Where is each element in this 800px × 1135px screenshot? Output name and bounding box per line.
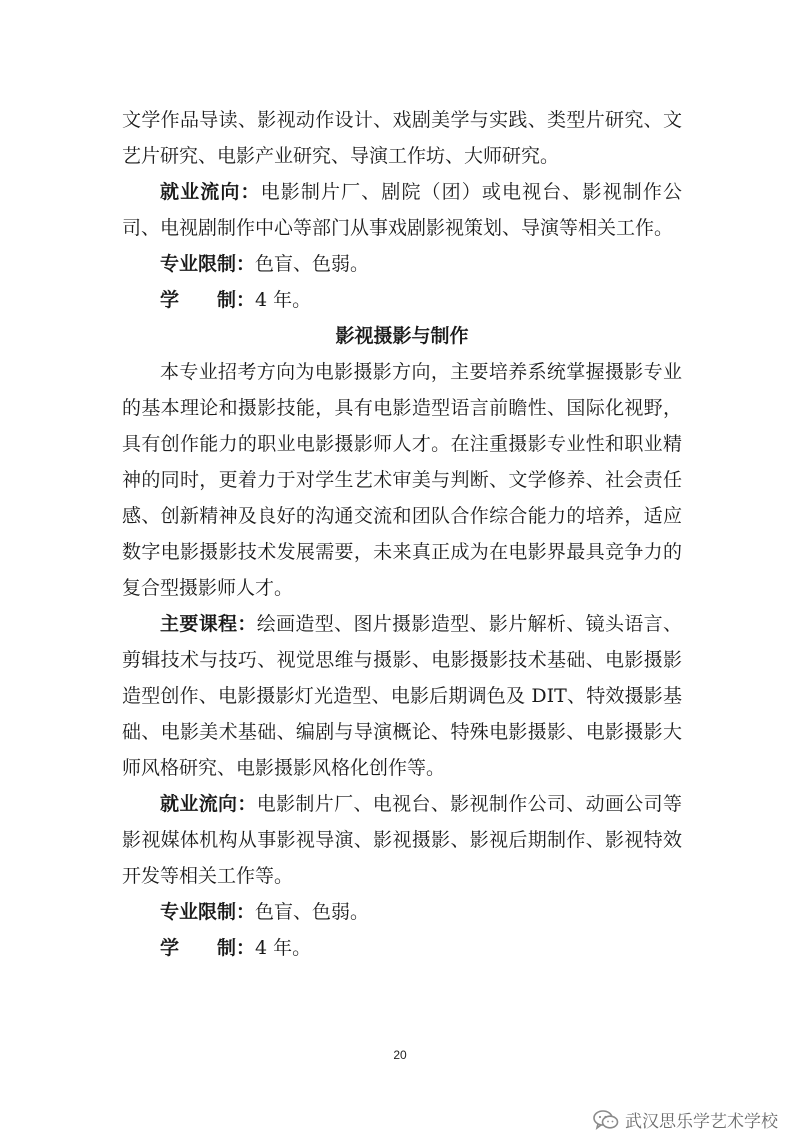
watermark-text: 武汉思乐学艺术学校 bbox=[625, 1112, 778, 1132]
watermark bbox=[593, 1107, 778, 1132]
employment-text: 电影制片厂、剧院（团）或电视台、影视制作公司、电视剧制作中心等部门从事戏剧影视策划、导演等相关工作。 bbox=[122, 181, 682, 239]
document-body bbox=[122, 102, 682, 966]
restriction-text: 色盲、色弱。 bbox=[255, 901, 370, 923]
intro-text: 文学作品导读、影视动作设计、戏剧美学与实践、类型片研究、文艺片研究、电影产业研究、导演工作坊、大师研究。 bbox=[122, 109, 682, 167]
duration-label bbox=[160, 289, 255, 311]
courses-label: 主要课程： bbox=[160, 613, 257, 635]
restriction-label: 专业限制： bbox=[160, 253, 256, 275]
duration-label-part-b: 制： bbox=[217, 289, 256, 311]
major2-duration bbox=[122, 930, 682, 966]
duration-text: 4 年。 bbox=[255, 289, 312, 311]
employment-label: 就业流向： bbox=[160, 181, 261, 203]
major2-title: 影视摄影与制作 bbox=[335, 325, 469, 347]
duration-label-part-a: 学 bbox=[160, 937, 218, 959]
major1-employment bbox=[122, 174, 682, 246]
major1-restriction bbox=[122, 246, 682, 282]
page-number: 20 bbox=[393, 1048, 407, 1062]
major2-employment bbox=[122, 786, 682, 894]
description-text: 本专业招考方向为电影摄影方向，主要培养系统掌握摄影专业的基本理论和摄影技能，具有电影造型语言前瞻性、国际化视野，具有创作能力的职业电影摄影师人才。在注重摄影专业性和职业精神的同时，更着力于对学生艺术审美与判断、文学修养、社会责任感、创新精神及良好的沟通交流和团队合作综合能力的培养，适应数字电影摄影技术发展需要，未来真正成为在电影界最具竞争力的复合型摄影师人才。 bbox=[122, 361, 682, 599]
major1-duration bbox=[122, 282, 682, 318]
wechat-icon bbox=[593, 1110, 619, 1130]
restriction-label: 专业限制： bbox=[160, 901, 256, 923]
duration-label bbox=[160, 937, 255, 959]
restriction-text: 色盲、色弱。 bbox=[255, 253, 370, 275]
intro-paragraph bbox=[122, 102, 682, 174]
major2-courses bbox=[122, 606, 682, 786]
employment-label: 就业流向： bbox=[160, 793, 257, 815]
major2-description bbox=[122, 354, 682, 606]
duration-label-part-a: 学 bbox=[160, 289, 218, 311]
major2-restriction bbox=[122, 894, 682, 930]
courses-text: 绘画造型、图片摄影造型、影片解析、镜头语言、剪辑技术与技巧、视觉思维与摄影、电影摄影技术基础、电影摄影造型创作、电影摄影灯光造型、电影后期调色及 DIT、特效摄影基础、电影美术基础、编剧与导演概论、特殊电影摄影、电影摄影大师风格研究、电影摄影风格化创作等。 bbox=[122, 613, 682, 779]
duration-label-part-b: 制： bbox=[217, 937, 256, 959]
employment-text: 电影制片厂、电视台、影视制作公司、动画公司等影视媒体机构从事影视导演、影视摄影、影视后期制作、影视特效开发等相关工作等。 bbox=[122, 793, 682, 887]
duration-text: 4 年。 bbox=[255, 937, 312, 959]
